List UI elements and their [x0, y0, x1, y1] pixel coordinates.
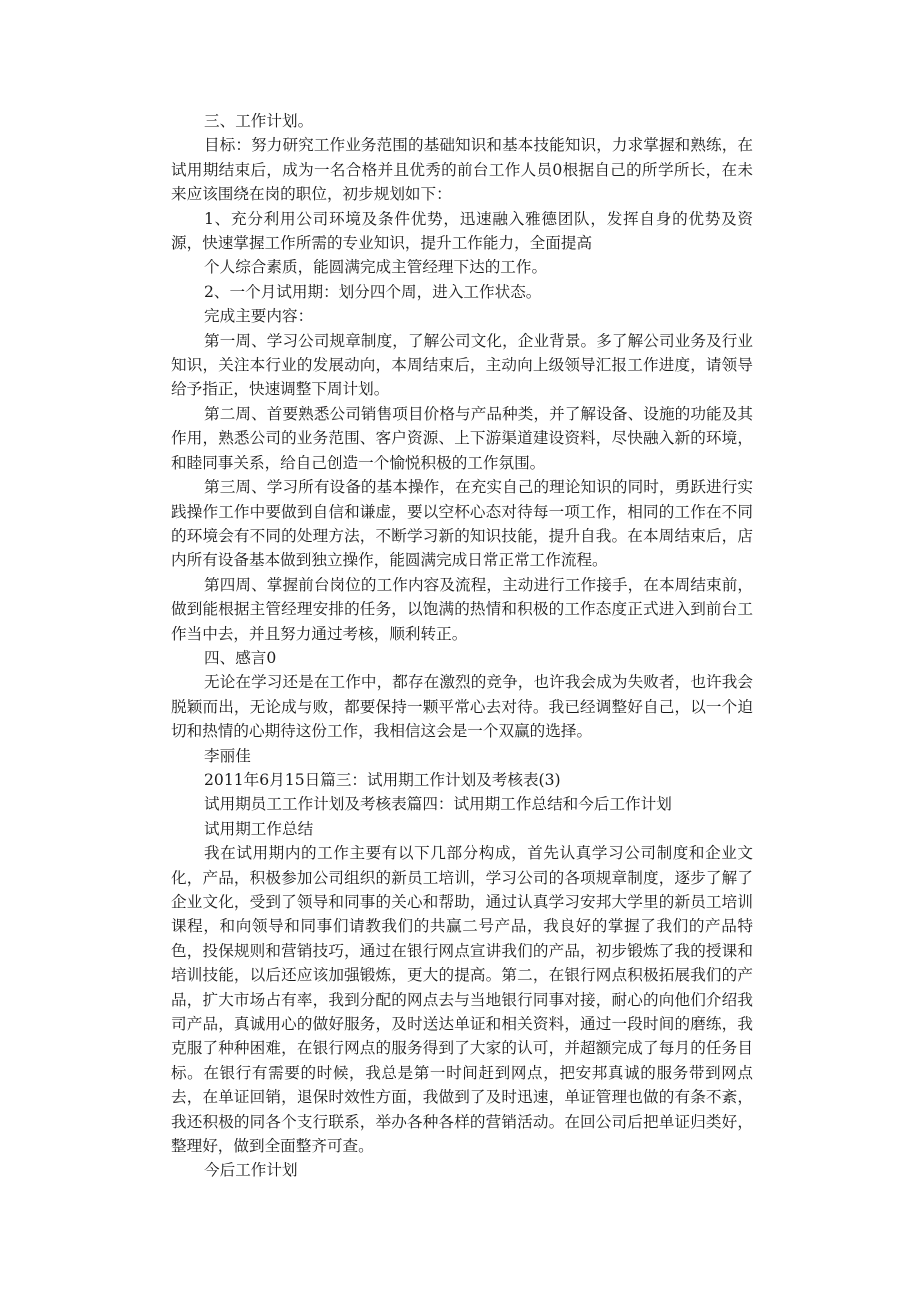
text-line: 四、感言0: [204, 648, 277, 667]
text-line: 试用期工作总结: [204, 819, 314, 838]
document-body: [171, 109, 753, 1183]
text-line: 完成主要内容：: [204, 307, 314, 326]
paragraph: 1、充分利用公司环境及条件优势，迅速融入雅德团队，发挥自身的优势及资源，快速掌握工作所需的专业知识，提升工作能力，全面提高: [171, 209, 753, 253]
paragraph: 第四周、掌握前台岗位的工作内容及流程，主动进行工作接手，在本周结束前，做到能根据主管经理安排的任务，以饱满的热情和积极的工作态度正式进入到前台工作当中去，并且努力通过考核，顺利转正。: [171, 575, 753, 643]
text-line: 2、一个月试用期：划分四个周，进入工作状态。: [204, 282, 542, 301]
paragraph: 第三周、学习所有设备的基本操作，在充实自己的理论知识的同时，勇跃进行实践操作工作中要做到自信和谦虚，要以空杯心态对待每一项工作，相同的工作在不同的环境会有不同的处理方法，不断学习新的知识技能，提升自我。在本周结束后，店内所有设备基本做到独立操作，能圆满完成日常正常工作流程。: [171, 478, 753, 570]
paragraph: 第一周、学习公司规章制度，了解公司文化，企业背景。多了解公司业务及行业知识，关注本行业的发展动向，本周结束后，主动向上级领导汇报工作进度，请领导给予指正，快速调整下周计划。: [171, 331, 753, 399]
paragraph: 目标：努力研究工作业务范围的基础知识和基本技能知识，力求掌握和熟练，在试用期结束后，成为一名合格并且优秀的前台工作人员0根据自己的所学所长，在未来应该围绕在岗的职位，初步规划如下：: [171, 136, 753, 204]
paragraph: 无论在学习还是在工作中，都存在激烈的竞争，也许我会成为失败者，也许我会脱颖而出，无论成与败，都要保持一颗平常心去对待。我已经调整好自己，以一个迫切和热情的心期待这份工作，我相信这会是一个双赢的选择。: [171, 673, 753, 741]
text-line: 试用期员工工作计划及考核表篇四：试用期工作总结和今后工作计划: [204, 795, 672, 814]
text-line: 三、工作计划。: [204, 112, 314, 130]
text-line: 今后工作计划: [204, 1161, 298, 1180]
paragraph: 第二周、首要熟悉公司销售项目价格与产品种类，并了解设备、设施的功能及其作用，熟悉公司的业务范围、客户资源、上下游渠道建设资料，尽快融入新的环境，和睦同事关系，给自己创造一个愉悦积极的工作氛围。: [171, 404, 753, 472]
paragraph: 我在试用期内的工作主要有以下几部分构成，首先认真学习公司制度和企业文化，产品，积极参加公司组织的新员工培训，学习公司的各项规章制度，逐步了解了企业文化，受到了领导和同事的关心和帮助，通过认真学习安邦大学里的新员工培训课程，和向领导和同事们请教我们的共赢二号产品，我良好的掌握了我们的产品特色，投保规则和营销技巧，通过在银行网点宣讲我们的产品，初步锻炼了我的授课和培训技能，以后还应该加强锻炼，更大的提高。第二，在银行网点积极拓展我们的产品，扩大市场占有率，我到分配的网点去与当地银行同事对接，耐心的向他们介绍我司产品，真诚用心的做好服务，及时送达单证和相关资料，通过一段时间的磨练，我克服了种种困难，在银行网点的服务得到了大家的认可，并超额完成了每月的任务目标。在银行有需要的时候，我总是第一时间赶到网点，把安邦真诚的服务带到网点去，在单证回销，退保时效性方面，我做到了及时迅速，单证管理也做的有条不紊，我还积极的同各个支行联系，举办各种各样的营销活动。在回公司后把单证归类好，整理好，做到全面整齐可查。: [171, 844, 753, 1156]
text-line: 2011年6月15日篇三：试用期工作计划及考核表(3): [204, 770, 561, 789]
text-line: 个人综合素质，能圆满完成主管经理下达的工作。: [204, 258, 548, 277]
text-line: 李丽佳: [204, 746, 251, 765]
